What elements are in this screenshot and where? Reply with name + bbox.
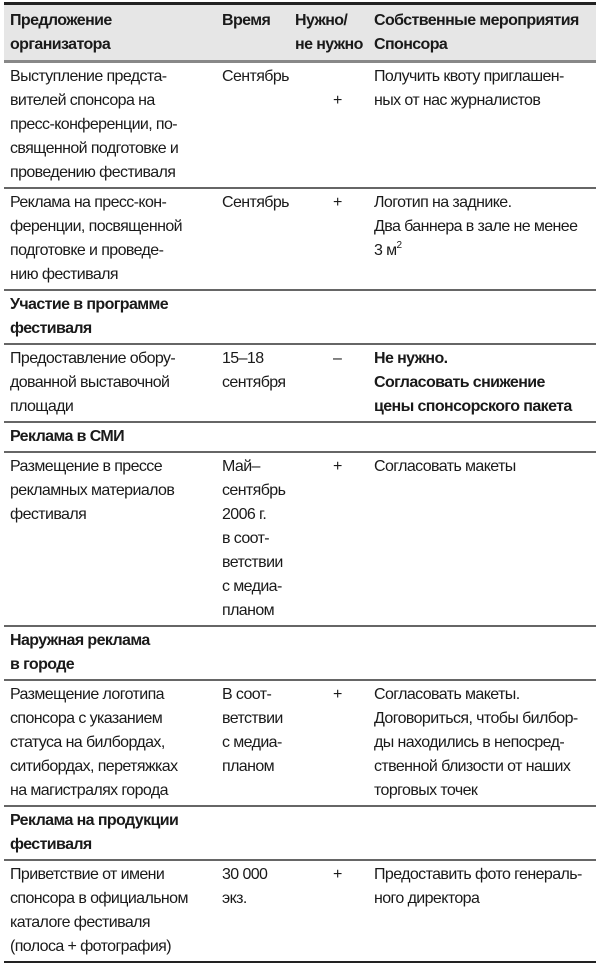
- offer-cell: [4, 188, 216, 290]
- action-text: цены спонсорского пакета: [374, 398, 572, 415]
- time-text: в соот-: [222, 530, 270, 547]
- section-title-line: Участие в программе: [10, 296, 169, 313]
- time-text: экз.: [222, 890, 247, 907]
- time-text: Сентябрь: [222, 68, 289, 85]
- time-text: 15–18: [222, 350, 264, 367]
- needed-mark: +: [333, 92, 342, 109]
- area-value: 3 м: [374, 242, 397, 259]
- sponsor-actions-cell: [368, 344, 596, 422]
- table-row: [4, 188, 596, 290]
- table-row: [4, 452, 596, 626]
- offer-text: пресс-конференции, по-: [10, 116, 178, 133]
- action-text: ного директора: [374, 890, 480, 907]
- action-text: Договориться, чтобы билбор-: [374, 710, 578, 727]
- header-organizer-offer: [4, 4, 216, 62]
- offer-text: подготовке и проведе-: [10, 242, 164, 259]
- sponsorship-document: [4, 2, 596, 963]
- header-sponsor-actions: [368, 4, 596, 62]
- section-title: [4, 626, 596, 680]
- offer-cell: [4, 344, 216, 422]
- action-text: ды находились в непосред-: [374, 734, 565, 751]
- table-header-row: [4, 4, 596, 62]
- needed-cell: [289, 62, 368, 189]
- action-text: Не нужно.: [374, 350, 448, 367]
- needed-cell: [289, 344, 368, 422]
- action-text: Предоставить фото генераль-: [374, 866, 582, 883]
- action-text: ных от нас журналистов: [374, 92, 541, 109]
- offer-text: рекламных материалов: [10, 482, 175, 499]
- needed-mark: +: [333, 194, 342, 211]
- time-cell: [216, 344, 289, 422]
- needed-mark: +: [333, 686, 342, 703]
- action-text: Согласовать макеты: [374, 458, 516, 475]
- time-text: планом: [222, 602, 275, 619]
- time-text: Сентябрь: [222, 194, 289, 211]
- action-text: Согласовать снижение: [374, 374, 545, 391]
- action-text: Логотип на заднике.: [374, 194, 512, 211]
- offer-text: фестиваля: [10, 506, 87, 523]
- table-row: [4, 62, 596, 189]
- sponsor-actions-cell: [368, 62, 596, 189]
- section-title-line: Реклама в СМИ: [10, 428, 125, 445]
- section-title-line: фестиваля: [10, 320, 92, 337]
- offer-text: спонсора в официальном: [10, 890, 188, 907]
- header-text: Время: [222, 12, 271, 29]
- section-header-row: [4, 290, 596, 344]
- section-title-line: фестиваля: [10, 836, 92, 853]
- section-title-line: в городе: [10, 656, 75, 673]
- needed-cell: [289, 452, 368, 626]
- needed-mark: +: [333, 458, 342, 475]
- time-text: планом: [222, 758, 275, 775]
- area-superscript: 2: [396, 240, 402, 251]
- section-title-line: Реклама на продукции: [10, 812, 179, 829]
- offer-text: на магистралях города: [10, 782, 168, 799]
- time-cell: [216, 188, 289, 290]
- action-text: Два баннера в зале не менее: [374, 218, 578, 235]
- offer-text: Размещение логотипа: [10, 686, 164, 703]
- sponsor-actions-cell: [368, 860, 596, 962]
- section-title: [4, 422, 596, 452]
- section-title-line: Наружная реклама: [10, 632, 150, 649]
- needed-mark: –: [333, 350, 342, 367]
- time-text: с медиа-: [222, 734, 282, 751]
- action-text: Получить квоту приглашен-: [374, 68, 564, 85]
- header-time: [216, 4, 289, 62]
- time-text: сентября: [222, 374, 286, 391]
- offer-text: статуса на билбордах,: [10, 734, 165, 751]
- header-text: Предложение: [10, 12, 112, 29]
- header-text: Нужно/: [295, 12, 348, 29]
- offer-text: ференции, посвященной: [10, 218, 182, 235]
- table-row: [4, 860, 596, 962]
- time-text: 2006 г.: [222, 506, 267, 523]
- section-title: [4, 806, 596, 860]
- offer-text: (полоса + фотография): [10, 938, 171, 955]
- table-body: [4, 62, 596, 963]
- offer-text: проведению фестиваля: [10, 164, 176, 181]
- header-needed: [289, 4, 368, 62]
- offer-text: Реклама на пресс-кон-: [10, 194, 167, 211]
- needed-mark: +: [333, 866, 342, 883]
- time-cell: [216, 452, 289, 626]
- action-text: Согласовать макеты.: [374, 686, 520, 703]
- offer-cell: [4, 452, 216, 626]
- time-cell: [216, 860, 289, 962]
- offer-text: каталоге фестиваля: [10, 914, 150, 931]
- offer-text: Размещение в прессе: [10, 458, 162, 475]
- sponsorship-table: [4, 2, 596, 963]
- table-row: [4, 344, 596, 422]
- action-area-text: [374, 239, 596, 263]
- time-text: 30 000: [222, 866, 268, 883]
- section-header-row: [4, 422, 596, 452]
- sponsor-actions-cell: [368, 188, 596, 290]
- offer-text: нию фестиваля: [10, 266, 118, 283]
- header-text: Собственные мероприятия: [374, 12, 579, 29]
- section-header-row: [4, 806, 596, 860]
- offer-cell: [4, 860, 216, 962]
- action-text: торговых точек: [374, 782, 478, 799]
- offer-text: ситибордах, перетяжках: [10, 758, 178, 775]
- action-text: ственной близости от наших: [374, 758, 571, 775]
- offer-text: Выступление предста-: [10, 68, 167, 85]
- needed-cell: [289, 680, 368, 806]
- offer-cell: [4, 680, 216, 806]
- offer-text: священной подготовке и: [10, 140, 179, 157]
- offer-text: площади: [10, 398, 74, 415]
- time-text: В соот-: [222, 686, 272, 703]
- sponsor-actions-cell: [368, 680, 596, 806]
- offer-text: Приветствие от имени: [10, 866, 165, 883]
- time-text: Май–: [222, 458, 260, 475]
- sponsor-actions-cell: [368, 452, 596, 626]
- time-text: сентябрь: [222, 482, 286, 499]
- header-text: Спонсора: [374, 36, 448, 53]
- table-row: [4, 680, 596, 806]
- offer-text: спонсора с указанием: [10, 710, 163, 727]
- header-text: организатора: [10, 36, 111, 53]
- spacer: [333, 65, 368, 89]
- section-header-row: [4, 626, 596, 680]
- time-text: ветствии: [222, 710, 283, 727]
- offer-text: Предоставление обору-: [10, 350, 176, 367]
- header-text: не нужно: [295, 36, 363, 53]
- section-title: [4, 290, 596, 344]
- time-text: с медиа-: [222, 578, 282, 595]
- needed-cell: [289, 188, 368, 290]
- time-cell: [216, 62, 289, 189]
- offer-cell: [4, 62, 216, 189]
- offer-text: вителей спонсора на: [10, 92, 155, 109]
- time-text: ветствии: [222, 554, 283, 571]
- needed-cell: [289, 860, 368, 962]
- time-cell: [216, 680, 289, 806]
- offer-text: дованной выставочной: [10, 374, 170, 391]
